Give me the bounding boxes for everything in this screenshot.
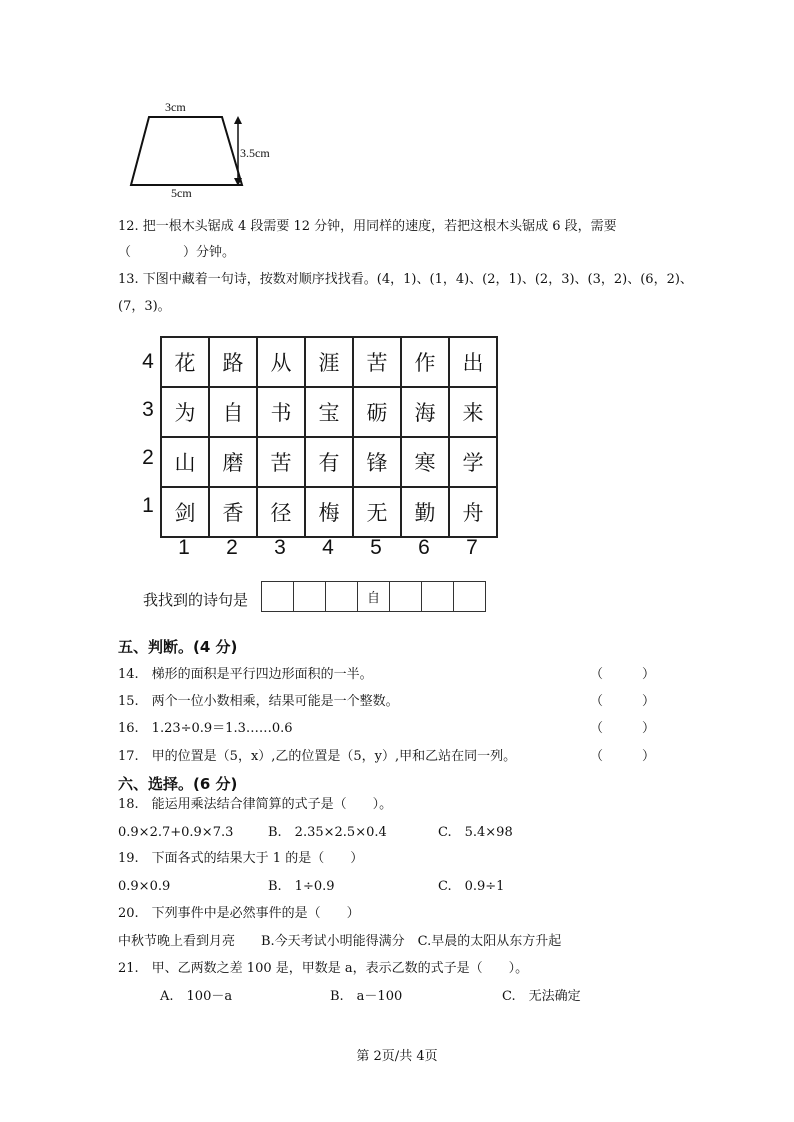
height-arrow-top [234, 116, 242, 124]
trapezoid-height-label: 3.5cm [240, 146, 270, 160]
q16-text: 16. 1.23÷0.9＝1.3……0.6 [118, 721, 293, 736]
grid-col-label: 5 [370, 536, 382, 559]
grid-cell: 无 [352, 488, 400, 536]
grid-row [162, 386, 496, 436]
grid-cell: 香 [208, 488, 256, 536]
grid-cell: 自 [208, 388, 256, 436]
grid-row-label: 1 [142, 494, 154, 517]
q13-line1: 13. 下图中藏着一句诗，按数对顺序找找看。(4，1)、(1，4)、(2，1)、(2，3)、(3，2)、(6，2)、 [118, 272, 693, 287]
grid-cell: 剑 [174, 501, 196, 525]
grid-cell: 花 [174, 351, 196, 375]
grid-row [162, 338, 496, 386]
grid-cell: 为 [174, 401, 196, 425]
answer-box[interactable] [453, 582, 485, 611]
grid-cell: 锋 [352, 438, 400, 486]
grid-col-label: 1 [178, 536, 190, 559]
q14-text: 14. 梯形的面积是平行四边形面积的一半。 [118, 667, 373, 682]
trapezoid-bottom-label: 5cm [171, 186, 192, 200]
q14-answer-paren[interactable]: （ ） [590, 667, 656, 682]
q19-text: 19. 下面各式的结果大于 1 的是（ ） [118, 851, 364, 866]
q12-line1: 12. 把一根木头锯成 4 段需要 12 分钟，用同样的速度，若把这根木头锯成 6 段，需要 [118, 219, 617, 234]
grid-cell: 来 [448, 388, 496, 436]
section5-heading: 五、判断。(4 分) [118, 638, 238, 656]
q13-line2: (7，3)。 [118, 299, 171, 314]
grid-cell: 涯 [304, 338, 352, 386]
grid-row-label: 3 [142, 398, 154, 421]
answer-box[interactable] [325, 582, 357, 611]
grid-cell: 从 [256, 338, 304, 386]
grid-cell: 磨 [208, 438, 256, 486]
q15-text: 15. 两个一位小数相乘，结果可能是一个整数。 [118, 694, 399, 709]
grid-row [162, 436, 496, 486]
grid-cell: 勤 [400, 488, 448, 536]
q15-answer-paren[interactable]: （ ） [590, 694, 656, 709]
q20-options[interactable]: 中秋节晚上看到月亮 B.今天考试小明能得满分 C.早晨的太阳从东方升起 [118, 934, 562, 949]
grid-cell: 出 [448, 338, 496, 386]
q19-option-c[interactable]: C. 0.9÷1 [438, 879, 505, 894]
answer-box[interactable] [262, 582, 293, 611]
grid-cell: 书 [256, 388, 304, 436]
grid-col-label: 4 [322, 536, 334, 559]
trapezoid-figure [120, 96, 320, 202]
q21-option-c[interactable]: C. 无法确定 [502, 989, 581, 1004]
grid-cell: 海 [400, 388, 448, 436]
answer-box[interactable] [389, 582, 421, 611]
q19-option-b[interactable]: B. 1÷0.9 [268, 879, 335, 894]
q21-option-a[interactable]: A. 100－a [160, 989, 233, 1004]
grid-row-label: 2 [142, 446, 154, 469]
q17-text: 17. 甲的位置是（5，x）,乙的位置是（5，y）,甲和乙站在同一列。 [118, 749, 517, 764]
answer-box[interactable]: 自 [357, 582, 389, 611]
grid-cell: 山 [174, 451, 196, 475]
answer-boxes [261, 581, 486, 612]
trapezoid-shape [131, 117, 242, 185]
q18-text: 18. 能运用乘法结合律简算的式子是（ ）。 [118, 797, 393, 812]
grid-cell: 寒 [400, 438, 448, 486]
answer-box[interactable] [421, 582, 453, 611]
page-footer: 第 2页/共 4页 [356, 1049, 438, 1064]
grid-col-label: 6 [418, 536, 430, 559]
grid-col-label: 2 [226, 536, 238, 559]
grid-cell: 梅 [304, 488, 352, 536]
grid-cell: 宝 [304, 388, 352, 436]
grid-cell: 苦 [352, 338, 400, 386]
q21-option-b[interactable]: B. a－100 [330, 989, 403, 1004]
grid-cell: 砺 [352, 388, 400, 436]
trapezoid-top-label: 3cm [165, 100, 186, 114]
grid-cell: 作 [400, 338, 448, 386]
grid-cell: 有 [304, 438, 352, 486]
grid-cell: 舟 [448, 488, 496, 536]
q21-text: 21. 甲、乙两数之差 100 是，甲数是 a，表示乙数的式子是（ ）。 [118, 961, 529, 976]
grid-cell: 路 [208, 338, 256, 386]
q19-option-a[interactable]: 0.9×0.9 [118, 879, 171, 894]
answer-label: 我找到的诗句是 [143, 591, 249, 609]
q20-text: 20. 下列事件中是必然事件的是（ ） [118, 906, 360, 921]
grid-col-label: 7 [466, 536, 478, 559]
q18-option-c[interactable]: C. 5.4×98 [438, 825, 513, 840]
grid-cell: 径 [256, 488, 304, 536]
q12-line2: （ ）分钟。 [118, 245, 236, 260]
grid-col-label: 3 [274, 536, 286, 559]
answer-box[interactable] [293, 582, 325, 611]
grid-row [162, 486, 496, 536]
grid-row-label: 4 [142, 350, 154, 373]
grid-cell: 学 [448, 438, 496, 486]
q16-answer-paren[interactable]: （ ） [590, 721, 656, 736]
grid-cell: 苦 [256, 438, 304, 486]
q18-option-b[interactable]: B. 2.35×2.5×0.4 [268, 825, 387, 840]
poem-grid [160, 336, 498, 538]
section6-heading: 六、选择。(6 分) [118, 775, 238, 793]
q17-answer-paren[interactable]: （ ） [590, 749, 656, 764]
q18-option-a[interactable]: 0.9×2.7+0.9×7.3 [118, 825, 234, 840]
